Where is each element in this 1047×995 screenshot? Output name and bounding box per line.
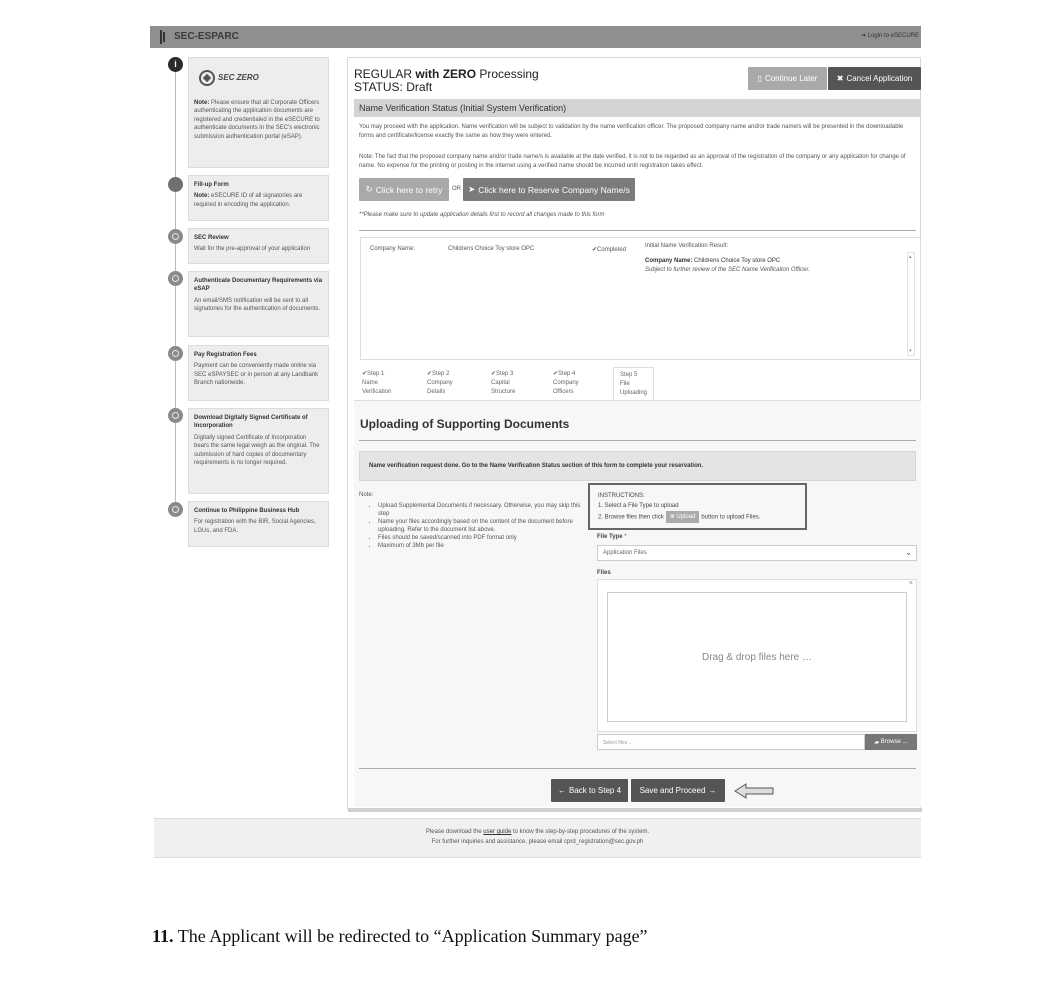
document-icon: ▯ — [757, 74, 762, 83]
list-item: • Maximum of 3Mb per file — [378, 542, 588, 550]
refresh-icon: ↻ — [365, 184, 373, 194]
tab-step-5[interactable]: Step 5 File Uploading — [613, 367, 654, 402]
top-bar — [150, 26, 921, 48]
list-item: • Name your files accordingly based on the content of the document before uploading. Refer to the document list above. — [378, 518, 588, 534]
sidebar-step-authenticate: Authenticate Documentary Requirements via eSAP An email/SMS notification will be sent to all signatories for the authentication of documents. — [188, 271, 329, 337]
verification-done-alert: Name verification request done. Go to the Name Verification Status section of this form to complete your reservation. — [359, 451, 916, 481]
document-caption: 11. The Applicant will be redirected to “Application Summary page” — [152, 926, 648, 946]
close-icon[interactable]: × — [908, 580, 913, 587]
step-pending-icon — [168, 346, 183, 361]
step-current-icon — [168, 177, 183, 192]
drop-zone[interactable]: Drag & drop files here … — [607, 592, 907, 722]
company-name-value: Childrens Choice Toy store OPC — [448, 246, 535, 252]
tab-step-4[interactable]: ✔Step 4 Company Officers — [553, 371, 579, 395]
instructions-box: INSTRUCTIONS: 1. Select a File Type to upload 2. Browse files then click ⊕ Upload button to upload Files. — [588, 483, 807, 530]
steps-timeline — [175, 70, 176, 515]
tab-step-2[interactable]: ✔Step 2 Company Details — [427, 371, 453, 395]
sidebar-step-fillup: Fill-up Form Note: eSECURE ID of all signatories are required in encoding the application. — [188, 175, 329, 221]
update-reminder: **Please make sure to update application details first to record all changes made to this form — [359, 212, 605, 218]
tab-step-1[interactable]: ✔Step 1 Name Verification — [362, 371, 392, 395]
initial-result-label: Initial Name Verification Result: — [645, 243, 729, 249]
sec-seal-icon — [199, 70, 215, 86]
notes-label: Note: — [359, 492, 374, 498]
info-icon: i — [168, 57, 183, 72]
step-pending-icon — [168, 229, 183, 244]
file-type-label: File Type * — [597, 534, 627, 540]
name-verification-result-box — [360, 237, 921, 360]
arrow-right-icon: → — [708, 786, 717, 795]
verification-disclaimer-text: Note: The fact that the proposed company name and/or trade name/s is available at the date verified, it is not to be regarded as an approval of the registration of the company or any application for change of name. No expense for the printing or posting in the internet using a verified name should be incurred until registration takes effect. — [359, 154, 906, 169]
upload-button-hint: ⊕ Upload — [666, 511, 700, 523]
file-drop-area[interactable] — [597, 579, 917, 732]
page-footer: Please download the user guide to know the step-by-step procedures of the system. For further inquiries and assistance, please email cprd_registration@sec.gov.ph — [154, 818, 921, 858]
result-subject-note: Subject to further review of the SEC Name Verification Officer. — [645, 267, 810, 273]
arrow-left-icon: ← — [557, 786, 566, 795]
reserve-company-name-button[interactable]: ➤ Click here to Reserve Company Name/s — [463, 178, 635, 201]
name-verification-header: Name Verification Status (Initial System Verification) — [354, 99, 921, 117]
sidebar-step-download-certificate: Download Digitally Signed Certificate of Incorporation Digitally signed Certificate of Incorporation bears the same legal weigh as the original. The submission of hard copies of documentary requirements is no longer required. — [188, 408, 329, 494]
step-pending-icon — [168, 408, 183, 423]
pointer-arrow-icon — [734, 783, 774, 799]
files-label: Files — [597, 570, 611, 576]
back-to-step-4-button[interactable]: ← Back to Step 4 — [551, 779, 628, 802]
upload-notes — [378, 502, 588, 550]
save-and-proceed-button[interactable]: Save and Proceed → — [631, 779, 725, 802]
user-guide-link[interactable]: user guide — [483, 829, 512, 835]
upload-section-title: Uploading of Supporting Documents — [360, 417, 570, 431]
sidebar-step-pay-fees: Pay Registration Fees Payment can be conveniently made online via SEC eSPAYSEC or in person at any Landbank Branch nationwide. — [188, 345, 329, 401]
tab-step-3[interactable]: ✔Step 3 Capital Structure — [491, 371, 516, 395]
completed-status: ✔Completed — [592, 247, 627, 253]
selected-files-input[interactable]: Select files ... — [597, 734, 865, 750]
panel-shadow — [348, 808, 922, 812]
close-icon: ✖ — [836, 74, 844, 83]
login-link[interactable]: ➔ Login to eSECURE — [860, 33, 919, 39]
cancel-application-button[interactable]: ✖ Cancel Application — [828, 67, 921, 90]
retry-button[interactable]: ↻ Click here to retry — [359, 178, 449, 201]
continue-later-button[interactable]: ▯ Continue Later — [748, 67, 827, 90]
or-separator: OR — [452, 186, 461, 192]
result-company-name: Company Name: Childrens Choice Toy store OPC — [645, 258, 781, 264]
step-pending-icon — [168, 271, 183, 286]
scroll-up-icon: ▴ — [909, 254, 912, 260]
verification-info-text: You may proceed with the application. Name verification will be subject to validation by the name verification officer. The proposed company name and/or trade name/s will be presented in the downloadable forms and certificate/license exactly the same as how they were entered. — [359, 124, 904, 139]
send-icon: ➤ — [468, 184, 476, 194]
sec-logo-icon — [158, 29, 168, 45]
page-title: REGULAR with ZERO Processing — [354, 67, 539, 81]
application-status: STATUS: Draft — [354, 80, 433, 94]
divider — [359, 440, 916, 441]
folder-icon: ▰ — [874, 739, 880, 746]
list-item: • Upload Supplemental Documents if necessary. Otherwise, you may skip this step — [378, 502, 588, 518]
chevron-down-icon: ⌄ — [905, 548, 912, 557]
divider — [359, 230, 916, 231]
divider — [359, 768, 916, 769]
sec-zero-logo: SEC ZERO — [199, 65, 259, 91]
list-item: • Files should be saved/scanned into PDF format only — [378, 534, 588, 542]
result-scrollbar[interactable] — [907, 252, 915, 356]
application-form-panel — [347, 57, 921, 809]
company-name-label: Company Name: — [370, 246, 416, 252]
step-pending-icon — [168, 502, 183, 517]
sidebar-step-business-hub: Continue to Philippine Business Hub For registration with the BIR, Social Agencies, LGUs, and FDA. — [188, 501, 329, 547]
scroll-down-icon: ▾ — [909, 348, 912, 354]
sidebar-intro-card: SEC ZERO Note: Please ensure that all Corporate Officers authenticating the application documents are registered and credentialed in the eSECURE to authenticate documents in the SEC's electronic submission authentication portal (eSAP). — [188, 57, 329, 168]
file-type-select[interactable]: Application Files ⌄ — [597, 545, 917, 561]
app-brand: SEC-ESPARC — [174, 31, 239, 42]
browse-button[interactable]: ▰ Browse ... — [865, 734, 917, 750]
sidebar-step-sec-review: SEC Review Wait for the pre-approval of your application — [188, 228, 329, 264]
